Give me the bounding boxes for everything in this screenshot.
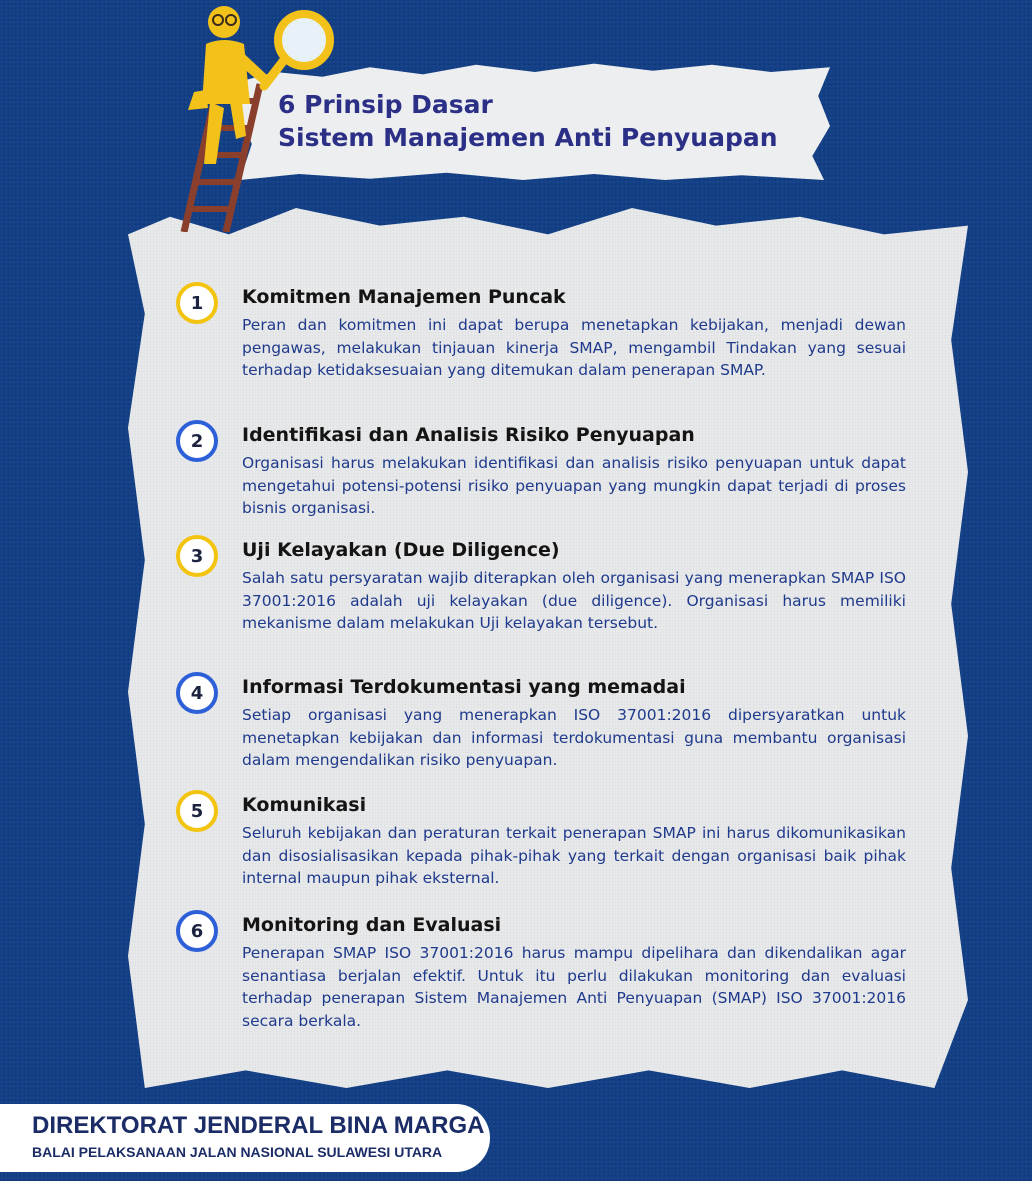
number-badge: 6 <box>176 910 218 952</box>
number-badge: 2 <box>176 420 218 462</box>
number-badge: 4 <box>176 672 218 714</box>
principle-description: Peran dan komitmen ini dapat berupa menetapkan kebijakan, menjadi dewan pengawas, melakukan tinjauan kinerja SMAP, mengambil Tindakan yang sesuai terhadap ketidaksesuaian yang ditemukan dalam penerapan SMAP. <box>242 316 906 379</box>
principle-title: Komitmen Manajemen Puncak <box>242 286 566 308</box>
principle-title: Identifikasi dan Analisis Risiko Penyuapan <box>242 424 695 446</box>
principle-title: Uji Kelayakan (Due Diligence) <box>242 539 560 561</box>
footer-organization: DIREKTORAT JENDERAL BINA MARGA <box>32 1112 485 1139</box>
principle-description: Organisasi harus melakukan identifikasi dan analisis risiko penyuapan untuk dapat mengetahui potensi-potensi risiko penyuapan yang mungkin dapat terjadi di proses bisnis organisasi. <box>242 454 906 517</box>
principle-title: Komunikasi <box>242 794 367 816</box>
principle-description: Setiap organisasi yang menerapkan ISO 37001:2016 dipersyaratkan untuk menetapkan kebijakan dan informasi terdokumentasi guna membantu organisasi dalam mengendalikan risiko penyuapan. <box>242 706 906 769</box>
principle-title: Informasi Terdokumentasi yang memadai <box>242 676 686 698</box>
number-badge: 5 <box>176 790 218 832</box>
principle-description: Salah satu persyaratan wajib diterapkan oleh organisasi yang menerapkan SMAP ISO 37001:2016 adalah uji kelayakan (due diligence). Organisasi harus memiliki mekanisme dalam melakukan Uji kelayakan tersebut. <box>242 569 906 632</box>
principle-description: Penerapan SMAP ISO 37001:2016 harus mampu dipelihara dan dikendalikan agar senantiasa berjalan efektif. Untuk itu perlu dilakukan monitoring dan evaluasi terhadap penerapan Sistem Manajemen Anti Penyuapan (SMAP) ISO 37001:2016 secara berkala. <box>242 944 906 1030</box>
number-badge: 1 <box>176 282 218 324</box>
footer-banner <box>0 1104 490 1172</box>
title-line-1: 6 Prinsip Dasar <box>278 90 493 119</box>
footer-sub-organization: BALAI PELAKSANAAN JALAN NASIONAL SULAWESI UTARA <box>32 1144 443 1160</box>
page-title <box>278 88 778 154</box>
number-badge: 3 <box>176 535 218 577</box>
title-line-2: Sistem Manajemen Anti Penyuapan <box>278 123 778 152</box>
principle-description: Seluruh kebijakan dan peraturan terkait penerapan SMAP ini harus dikomunikasikan dan disosialisasikan kepada pihak-pihak yang terkait dengan organisasi baik pihak internal maupun pihak eksternal. <box>242 824 906 887</box>
principle-title: Monitoring dan Evaluasi <box>242 914 502 936</box>
